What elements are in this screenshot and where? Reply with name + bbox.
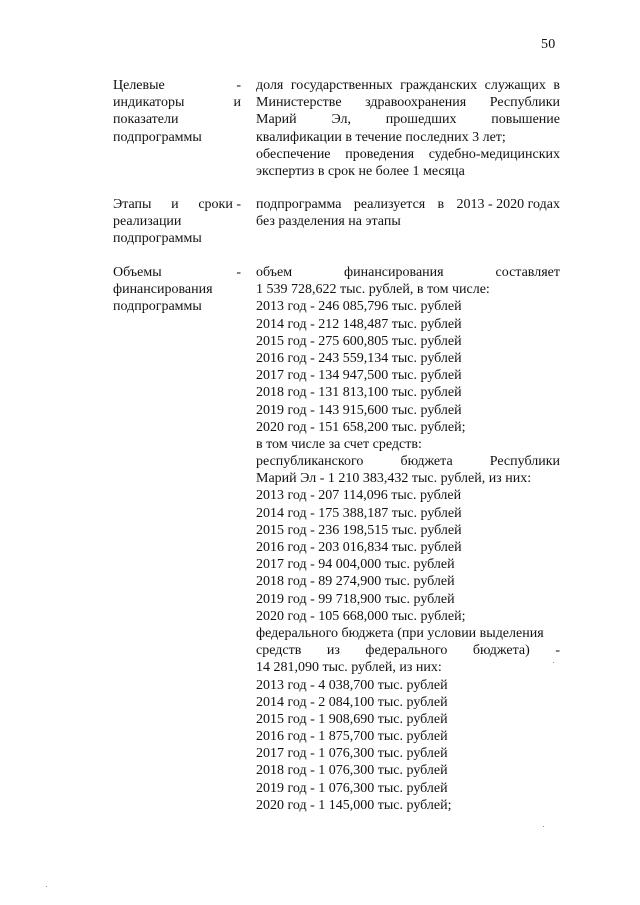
text-word: 2020 год - 1 145,000 тыс. рублей; <box>256 797 452 813</box>
text-line <box>256 281 560 298</box>
text-word: Этапы <box>113 197 152 212</box>
text-word: Республики <box>489 95 560 111</box>
text-word: 14 281,090 тыс. рублей, из них: <box>256 660 442 676</box>
text-word: обеспечение <box>256 146 331 162</box>
label-line <box>113 230 241 247</box>
text-line <box>256 384 560 401</box>
text-word: судебно-медицинских <box>428 146 560 162</box>
scan-speck <box>46 886 47 887</box>
text-line <box>256 780 560 797</box>
text-word: 2018 год - 131 813,100 тыс. рублей <box>256 385 462 401</box>
text-word: 2013 год - 246 085,796 тыс. рублей <box>256 299 462 315</box>
text-line <box>256 163 560 180</box>
label-line <box>113 264 241 281</box>
text-line <box>256 94 560 111</box>
text-line <box>256 419 560 436</box>
text-word: подпрограммы <box>113 231 202 247</box>
text-line <box>256 642 560 659</box>
text-word: финансирования <box>344 265 444 280</box>
text-word: гражданских <box>400 78 478 93</box>
text-word: Эл, <box>331 112 351 128</box>
label-line <box>113 196 241 213</box>
text-line <box>256 694 560 711</box>
text-word: и <box>233 95 241 111</box>
text-word: 2014 год - 175 388,187 тыс. рублей <box>256 505 462 521</box>
text-word: 2013 год - 207 114,096 тыс. рублей <box>256 488 462 504</box>
text-line <box>256 350 560 367</box>
text-word: 2019 год - 99 718,900 тыс. рублей <box>256 591 455 607</box>
text-line <box>256 762 560 779</box>
text-word: Марий <box>256 112 297 128</box>
text-word: реализуется <box>353 197 426 212</box>
text-word: 2020 год - 105 668,000 тыс. рублей; <box>256 608 466 624</box>
text-line <box>256 298 560 315</box>
text-word: здравоохранения <box>365 95 467 111</box>
text-line <box>256 111 560 128</box>
text-word: 2020 год - 151 658,200 тыс. рублей; <box>256 419 466 435</box>
text-word: Министерстве <box>256 95 342 111</box>
section-value-targets <box>256 77 560 180</box>
text-line <box>256 213 560 230</box>
text-line <box>256 146 560 163</box>
text-word: реализации <box>113 214 182 230</box>
text-line <box>256 196 560 213</box>
text-line <box>256 436 560 453</box>
text-word: 2019 год - 143 915,600 тыс. рублей <box>256 402 462 418</box>
scan-speck <box>543 826 544 827</box>
text-word: федерального бюджета (при условии выделения <box>256 625 544 641</box>
text-word: 2019 год - 1 076,300 тыс. рублей <box>256 780 448 796</box>
text-line <box>256 711 560 728</box>
label-line <box>113 111 241 128</box>
section-label-stages <box>113 196 241 248</box>
text-word: индикаторы <box>113 95 185 111</box>
text-line <box>256 573 560 590</box>
text-line <box>256 77 560 94</box>
text-word: Объемы <box>113 265 162 280</box>
scan-speck <box>553 662 554 663</box>
text-word: - <box>236 265 241 280</box>
text-word: бюджета) <box>472 643 530 659</box>
text-word: 2016 год - 203 016,834 тыс. рублей <box>256 540 462 555</box>
text-line <box>256 264 560 281</box>
text-line <box>256 522 560 539</box>
text-line <box>256 453 560 470</box>
text-line <box>256 659 560 676</box>
text-word: повышение <box>491 112 560 128</box>
text-word: в том числе за счет средств: <box>256 436 422 452</box>
text-word: сроки - <box>198 197 241 212</box>
text-word: республиканского <box>256 454 364 470</box>
text-line <box>256 625 560 642</box>
text-word: в <box>437 197 445 212</box>
label-line <box>113 77 241 94</box>
text-word: квалификации в течение последних 3 лет; <box>256 129 506 145</box>
text-word: 1 539 728,622 тыс. рублей, в том числе: <box>256 282 490 298</box>
text-word: государственных <box>290 78 393 93</box>
page-number: 50 <box>541 37 556 52</box>
text-line <box>256 745 560 762</box>
label-line <box>113 281 241 298</box>
text-word: федерального <box>365 643 448 659</box>
label-line <box>113 129 241 146</box>
text-line <box>256 677 560 694</box>
text-word: 2018 год - 89 274,900 тыс. рублей <box>256 574 455 590</box>
text-line <box>256 797 560 814</box>
text-word: средств <box>256 643 302 659</box>
text-word: 2015 год - 1 908,690 тыс. рублей <box>256 711 448 727</box>
text-word: подпрограмма <box>256 197 342 212</box>
text-word: Республики <box>489 454 560 470</box>
label-line <box>113 298 241 315</box>
text-word: экспертиз в срок не более 1 месяца <box>256 163 465 179</box>
text-word: 2014 год - 2 084,100 тыс. рублей <box>256 694 448 710</box>
text-line <box>256 608 560 625</box>
text-line <box>256 539 560 556</box>
text-word: 2016 год - 1 875,700 тыс. рублей <box>256 729 448 745</box>
text-word: прошедших <box>385 112 457 128</box>
text-word: Целевые <box>113 78 165 93</box>
text-word: 2017 год - 1 076,300 тыс. рублей <box>256 746 448 762</box>
text-word: в <box>553 78 560 93</box>
text-word: составляет <box>495 265 560 280</box>
text-word: показатели <box>113 112 179 128</box>
text-word: финансирования <box>113 282 213 298</box>
text-word: из <box>326 643 340 659</box>
text-line <box>256 505 560 522</box>
text-line <box>256 129 560 146</box>
text-word: и <box>171 197 179 212</box>
text-line <box>256 487 560 504</box>
text-word: 2014 год - 212 148,487 тыс. рублей <box>256 316 462 332</box>
text-line <box>256 316 560 333</box>
text-word: доля <box>256 78 284 93</box>
text-word: 2017 год - 94 004,000 тыс. рублей <box>256 557 455 573</box>
text-line <box>256 591 560 608</box>
text-line <box>256 402 560 419</box>
text-word: без разделения на этапы <box>256 214 401 230</box>
text-word: 2013 - 2020 годах <box>456 197 560 212</box>
text-line <box>256 556 560 573</box>
text-word: 2018 год - 1 076,300 тыс. рублей <box>256 763 448 779</box>
text-word: служащих <box>484 78 546 93</box>
text-word: бюджета <box>400 454 453 470</box>
text-word: 2015 год - 236 198,515 тыс. рублей <box>256 522 462 538</box>
label-line <box>113 94 241 111</box>
text-word: проведения <box>345 146 415 162</box>
text-word: - <box>236 78 241 93</box>
text-word: подпрограммы <box>113 299 202 315</box>
section-value-stages <box>256 196 560 230</box>
text-line <box>256 333 560 350</box>
text-word: Марий Эл - 1 210 383,432 тыс. рублей, из них: <box>256 471 532 487</box>
text-word: 2016 год - 243 559,134 тыс. рублей <box>256 350 462 366</box>
section-label-funding <box>113 264 241 316</box>
section-label-targets <box>113 77 241 146</box>
text-word: 2013 год - 4 038,700 тыс. рублей <box>256 677 448 693</box>
text-word: - <box>555 643 560 659</box>
section-value-funding <box>256 264 560 814</box>
text-word: 2015 год - 275 600,805 тыс. рублей <box>256 333 462 349</box>
text-line <box>256 728 560 745</box>
text-line <box>256 470 560 487</box>
text-line <box>256 367 560 384</box>
text-word: подпрограммы <box>113 129 202 145</box>
text-word: объем <box>256 265 293 280</box>
label-line <box>113 213 241 230</box>
text-word: 2017 год - 134 947,500 тыс. рублей <box>256 368 462 384</box>
